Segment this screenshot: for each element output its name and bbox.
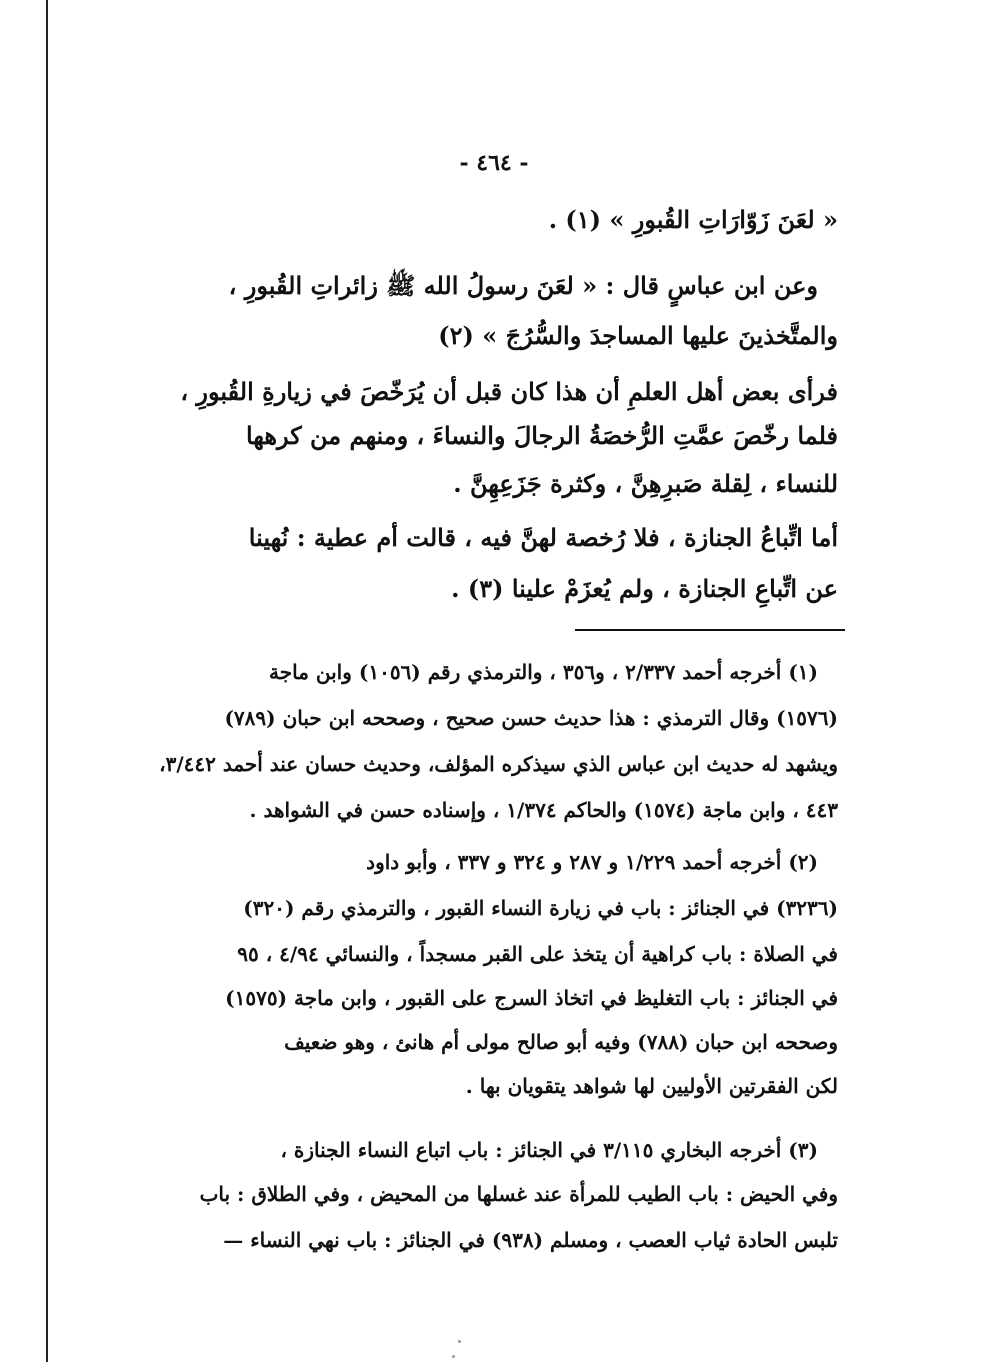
scan-speck xyxy=(452,1355,455,1358)
footnote-line: (٣) أخرجه البخاري ٣/١١٥ في الجنائز : باب اتباع النساء الجنازة ، xyxy=(280,1138,818,1162)
footnote-line: تلبس الحادة ثياب العصب ، ومسلم (٩٣٨) في الجنائز : باب نهي النساء — xyxy=(223,1228,838,1252)
page-number: - ٤٦٤ - xyxy=(459,150,529,176)
main-line: فرأى بعض أهل العلمِ أن هذا كان قبل أن يُرَخّصَ في زيارةِ القُبورِ ، xyxy=(180,377,838,406)
main-line: فلما رخّصَ عمَّتِ الرُّخصَةُ الرجالَ والنساءَ ، ومنهم من كرهها xyxy=(245,421,838,450)
footnote-line: (٣٢٣٦) في الجنائز : باب في زيارة النساء القبور ، والترمذي رقم (٣٢٠) xyxy=(243,896,838,920)
main-line: والمتَّخذينَ عليها المساجدَ والسُّرُجَ » (٢) xyxy=(438,321,838,350)
main-line: عن اتِّباعِ الجنازة ، ولم يُعزَمْ علينا (٣) . xyxy=(451,574,838,603)
main-line: للنساء ، لِقلة صَبرِهِنَّ ، وكثرة جَزَعِهِنَّ . xyxy=(453,469,838,498)
main-line: وعن ابن عباسٍ قال : « لعَنَ رسولُ الله ﷺ زائراتِ القُبورِ ، xyxy=(228,271,818,300)
scan-margin-border xyxy=(46,0,48,1362)
footnote-line: في الصلاة : باب كراهية أن يتخذ على القبر مسجداً ، والنسائي ٤/٩٤ ، ٩٥ xyxy=(237,942,838,966)
main-line: « لعَنَ زَوّارَاتِ القُبورِ » (١) . xyxy=(548,205,838,234)
footnote-line: ٤٤٣ ، وابن ماجة (١٥٧٤) والحاكم ١/٣٧٤ ، وإسناده حسن في الشواهد . xyxy=(249,798,838,822)
footnote-line: ويشهد له حديث ابن عباس الذي سيذكره المؤلف، وحديث حسان عند أحمد ٣/٤٤٢، xyxy=(159,752,838,776)
scan-speck xyxy=(458,1340,461,1343)
footnote-line: وفي الحيض : باب الطيب للمرأة عند غسلها من المحيض ، وفي الطلاق : باب xyxy=(199,1182,838,1206)
footnote-line: (١٥٧٦) وقال الترمذي : هذا حديث حسن صحيح ، وصححه ابن حبان (٧٨٩) xyxy=(224,706,838,730)
footnote-line: (٢) أخرجه أحمد ١/٢٢٩ و ٢٨٧ و ٣٢٤ و ٣٣٧ ، وأبو داود xyxy=(366,850,818,874)
footnote-line: لكن الفقرتين الأوليين لها شواهد يتقويان بها . xyxy=(465,1074,838,1098)
main-line: أما اتِّباعُ الجنازة ، فلا رُخصة لهنَّ فيه ، قالت أم عطية : نُهينا xyxy=(248,523,838,552)
footnote-line: (١) أخرجه أحمد ٢/٣٣٧ ، و٣٥٦ ، والترمذي رقم (١٠٥٦) وابن ماجة xyxy=(269,660,818,684)
footnote-line: وصححه ابن حبان (٧٨٨) وفيه أبو صالح مولى أم هانئ ، وهو ضعيف xyxy=(284,1030,838,1054)
footnote-line: في الجنائز : باب التغليظ في اتخاذ السرج على القبور ، وابن ماجة (١٥٧٥) xyxy=(225,986,838,1010)
footnote-separator xyxy=(575,629,845,631)
